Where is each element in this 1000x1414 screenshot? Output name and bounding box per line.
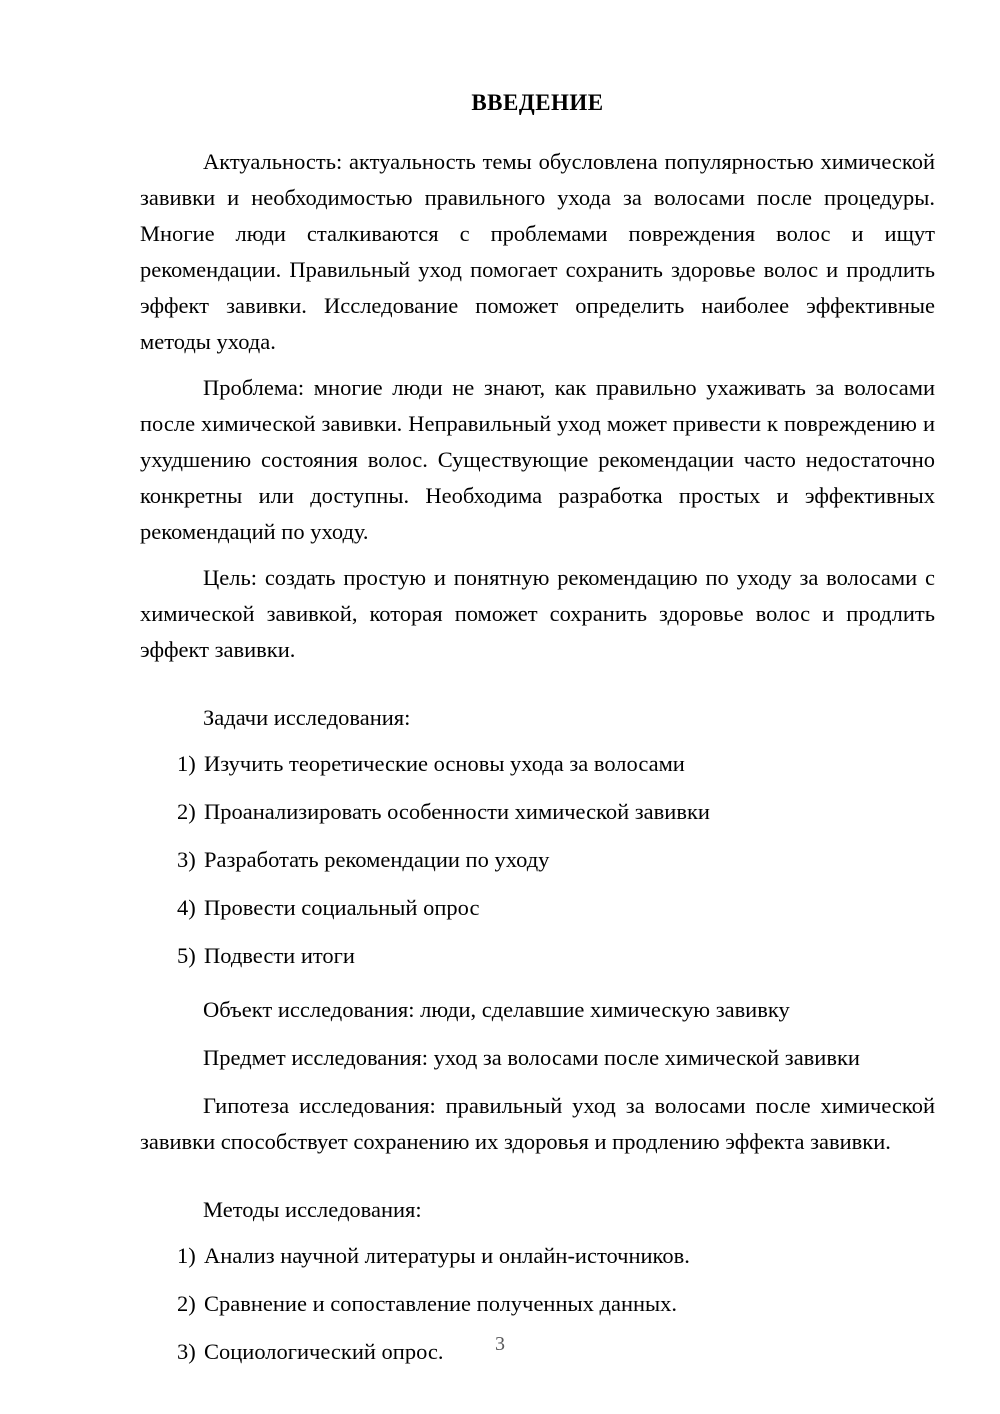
paragraph-problem: Проблема: многие люди не знают, как правильно ухаживать за волосами после химической завивки. Неправильный уход может привести к повреждению и ухудшению состояния волос. Существующие рекомендации часто недостаточно конкретны или доступны. Необходима разработка простых и эффективных рекомендаций по уходу. (140, 375, 935, 544)
section-spacer (140, 678, 935, 684)
page-number: 3 (495, 1333, 505, 1355)
list-item (140, 1286, 935, 1322)
methods-heading: Методы исследования: (203, 1197, 422, 1222)
list-item-number: 3) (177, 847, 196, 872)
list-item-label: Сравнение и сопоставление полученных данных. (204, 1291, 678, 1316)
list-item-number: 1) (177, 751, 196, 776)
list-item (140, 842, 935, 878)
page-title: ВВЕДЕНИЕ (471, 90, 604, 115)
paragraph-goal: Цель: создать простую и понятную рекомендацию по уходу за волосами с химической завивкой, которая поможет сохранить здоровье волос и продлить эффект завивки. (140, 565, 935, 662)
list-item (140, 890, 935, 926)
page-content (140, 88, 935, 1382)
list-item-label: Анализ научной литературы и онлайн-источников. (204, 1243, 690, 1268)
list-item-number: 2) (177, 1291, 196, 1316)
list-item-number: 2) (177, 799, 196, 824)
list-item-label: Подвести итоги (204, 943, 355, 968)
list-item-label: Проанализировать особенности химической завивки (204, 799, 710, 824)
section-spacer (140, 1170, 935, 1176)
list-item-number: 3) (177, 1339, 196, 1364)
paragraph-subject: Предмет исследования: уход за волосами после химической завивки (203, 1045, 860, 1070)
list-item (140, 746, 935, 782)
paragraph-hypothesis: Гипотеза исследования: правильный уход за волосами после химической завивки способствует сохранению их здоровья и продлению эффекта завивки. (140, 1093, 935, 1154)
list-item-label: Провести социальный опрос (204, 895, 480, 920)
list-item (140, 938, 935, 974)
list-item-number: 4) (177, 895, 196, 920)
list-item-label: Разработать рекомендации по уходу (204, 847, 550, 872)
paragraph-object: Объект исследования: люди, сделавшие химическую завивку (203, 997, 790, 1022)
list-item-label: Социологический опрос. (204, 1339, 444, 1364)
tasks-heading: Задачи исследования: (203, 705, 411, 730)
list-item-number: 5) (177, 943, 196, 968)
list-item-label: Изучить теоретические основы ухода за волосами (204, 751, 685, 776)
paragraph-relevance: Актуальность: актуальность темы обусловлена популярностью химической завивки и необходимостью правильного ухода за волосами после процедуры. Многие люди сталкиваются с проблемами повреждения волос и ищут рекомендации. Правильный уход помогает сохранить здоровье волос и продлить эффект завивки. Исследование поможет определить наиболее эффективные методы ухода. (140, 149, 935, 354)
list-item (140, 794, 935, 830)
list-item-number: 1) (177, 1243, 196, 1268)
tasks-list (140, 746, 935, 974)
list-item (140, 1238, 935, 1274)
